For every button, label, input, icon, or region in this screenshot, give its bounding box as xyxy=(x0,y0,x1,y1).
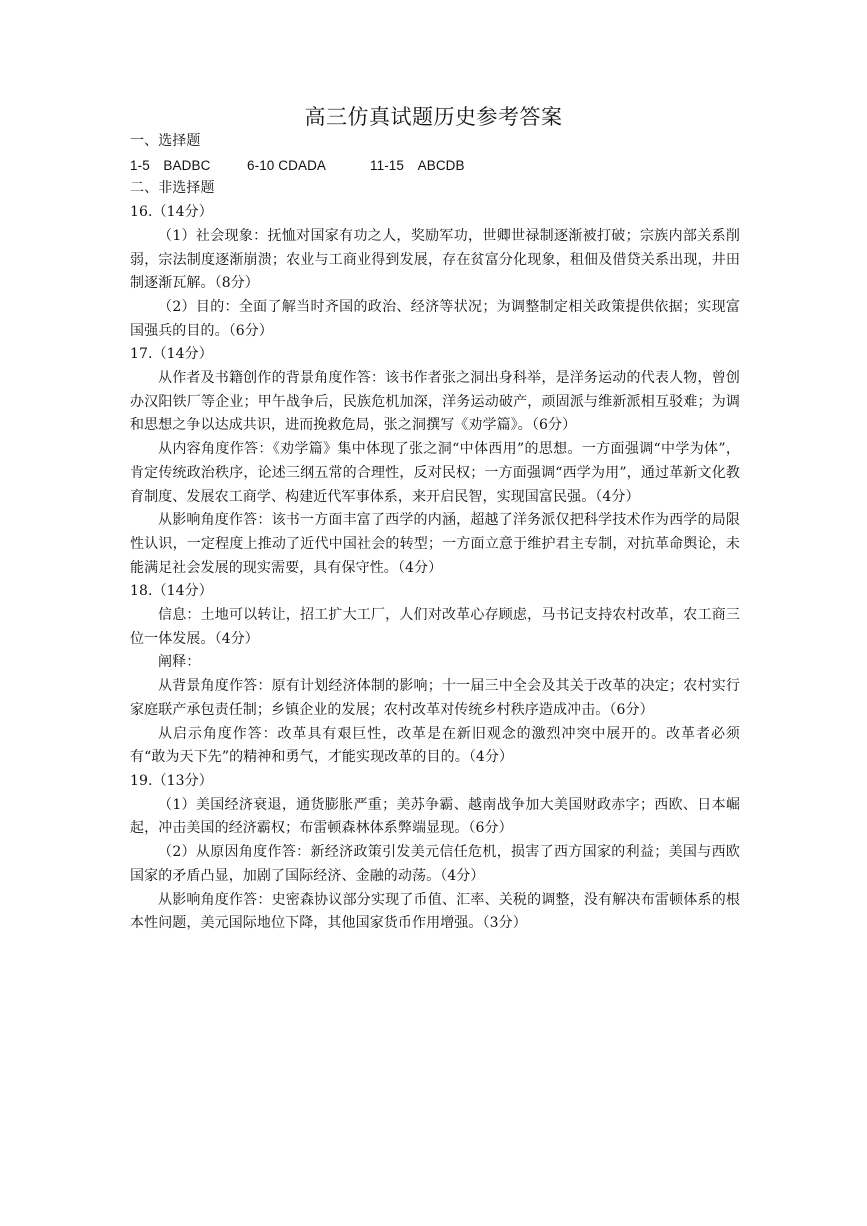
answer-content xyxy=(130,130,740,936)
question-17-heading: 17.（14分） xyxy=(130,346,213,363)
question-19-heading: 19.（13分） xyxy=(130,772,213,789)
section-heading-nonchoice: 二、非选择题 xyxy=(130,180,215,197)
section-heading-choice: 一、选择题 xyxy=(130,133,201,149)
question-17-background: 从作者及书籍创作的背景角度作答：该书作者张之洞出身科举，是洋务运动的代表人物，曾创办汉阳铁厂等企业；甲午战争后，民族危机加深，洋务运动破产，顽固派与维新派相互驳难；为调和思想之争以达成共识，进而挽救危局，张之洞撰写《劝学篇》。（6分） xyxy=(130,370,740,434)
question-16-part-2: （2）目的：全面了解当时齐国的政治、经济等状况；为调整制定相关政策提供依据；实现富国强兵的目的。（6分） xyxy=(130,298,740,339)
choice-answer-11-15: 11-15 ABCDB xyxy=(370,157,465,173)
choice-answer-6-10: 6-10 CDADA xyxy=(247,157,327,173)
question-18-background: 从背景角度作答：原有计划经济体制的影响；十一届三中全会及其关于改革的决定；农村实行家庭联产承包责任制；乡镇企业的发展；农村改革对传统乡村秩序造成冲击。（6分） xyxy=(130,678,740,718)
question-19-impact: 从影响角度作答：史密森协议部分实现了币值、汇率、关税的调整，没有解决布雷顿体系的根本性问题，美元国际地位下降，其他国家货币作用增强。（3分） xyxy=(130,891,740,932)
question-16-part-1: （1）社会现象：抚恤对国家有功之人，奖励军功，世卿世禄制逐渐被打破；宗族内部关系削弱，宗法制度逐渐崩溃；农业与工商业得到发展，存在贫富分化现象，租佃及借贷关系出现，井田制逐渐瓦解。（8分） xyxy=(130,227,740,292)
question-19-part-2: （2）从原因角度作答：新经济政策引发美元信任危机，损害了西方国家的利益；美国与西欧国家的矛盾凸显，加剧了国际经济、金融的动荡。（4分） xyxy=(130,844,740,884)
question-16-heading: 16.（14分） xyxy=(130,204,213,221)
question-18-heading: 18.（14分） xyxy=(130,583,213,600)
question-19-part-1: （1）美国经济衰退，通货膨胀严重；美苏争霸、越南战争加大美国财政赤字；西欧、日本崛起，冲击美国的经济霸权；布雷顿森林体系弊端显现。（6分） xyxy=(130,796,740,837)
question-18-insight: 从启示角度作答：改革具有艰巨性，改革是在新旧观念的激烈冲突中展开的。改革者必须有“敢为天下先”的精神和勇气，才能实现改革的目的。（4分） xyxy=(130,725,740,766)
question-17-content: 从内容角度作答：《劝学篇》集中体现了张之洞“中体西用”的思想。一方面强调“中学为体”，肯定传统政治秩序，论述三纲五常的合理性，反对民权；一方面强调“西学为用”，通过革新文化教育制度、发展农工商学、构建近代军事体系，来开启民智，实现国富民强。（4分） xyxy=(130,441,740,505)
question-17-impact: 从影响角度作答：该书一方面丰富了西学的内涵，超越了洋务派仅把科学技术作为西学的局限性认识，一定程度上推动了近代中国社会的转型；一方面立意于维护君主专制，对抗革命舆论，未能满足社会发展的现实需要，具有保守性。（4分） xyxy=(130,512,740,576)
choice-answer-1-5: 1-5 BADBC xyxy=(130,157,211,173)
page-title: 高三仿真试题历史参考答案 xyxy=(304,105,563,129)
question-18-info: 信息：土地可以转让，招工扩大工厂，人们对改革心存顾虑，马书记支持农村改革，农工商三位一体发展。（4分） xyxy=(130,607,740,647)
choice-answers-row xyxy=(130,154,740,178)
question-18-explain-label: 阐释： xyxy=(158,654,201,671)
